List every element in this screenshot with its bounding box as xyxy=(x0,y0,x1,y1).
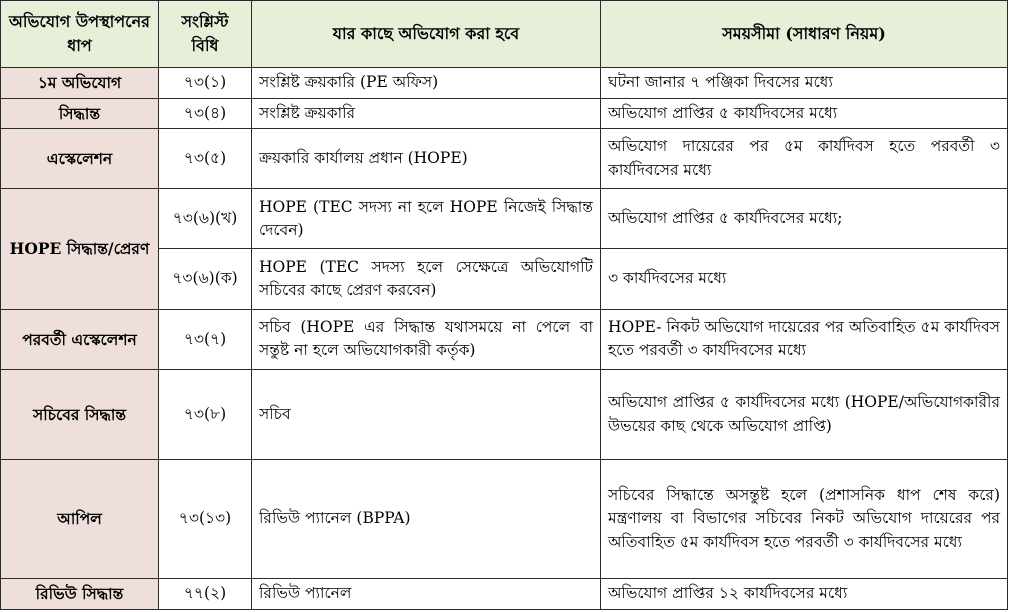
table-row xyxy=(1,128,1008,188)
deadline-cell: HOPE- নিকট অভিযোগ দায়েরের পর অতিবাহিত ৫ম কার্যদিবস হতে পরবর্তী ৩ কার্যদিবসের মধ্যে xyxy=(601,309,1008,369)
table-row xyxy=(1,309,1008,369)
header-deadline: সময়সীমা (সাধারণ নিয়ম) xyxy=(601,1,1008,68)
stage-cell: সিদ্ধান্ত xyxy=(1,98,159,128)
authority-cell: সচিব xyxy=(252,369,601,459)
stage-cell: সচিবের সিদ্ধান্ত xyxy=(1,369,159,459)
stage-cell: আপিল xyxy=(1,460,159,578)
rule-cell: ৭৩(১৩) xyxy=(159,460,252,578)
header-stage: অভিযোগ উপস্থাপনের ধাপ xyxy=(1,1,159,68)
stage-cell: রিভিউ সিদ্ধান্ত xyxy=(1,578,159,609)
stage-cell: ১ম অভিযোগ xyxy=(1,68,159,98)
rule-cell: ৭৩(৪) xyxy=(159,98,252,128)
table-row xyxy=(1,578,1008,609)
header-row xyxy=(1,1,1008,68)
table-row xyxy=(1,189,1008,249)
authority-cell: সচিব (HOPE এর সিদ্ধান্ত যথাসময়ে না পেলে বা সন্তুষ্ট না হলে অভিযোগকারী কর্তৃক) xyxy=(252,309,601,369)
stage-cell: HOPE সিদ্ধান্ত/প্রেরণ xyxy=(1,189,159,309)
authority-cell: সংশ্লিষ্ট ক্রয়কারি (PE অফিস) xyxy=(252,68,601,98)
deadline-cell: অভিযোগ প্রাপ্তির ১২ কার্যদিবসের মধ্যে xyxy=(601,578,1008,609)
authority-cell: HOPE (TEC সদস্য না হলে HOPE নিজেই সিদ্ধান্ত দেবেন) xyxy=(252,189,601,249)
rule-cell: ৭৩(৮) xyxy=(159,369,252,459)
rule-cell: ৭৩(৫) xyxy=(159,128,252,188)
header-rule: সংশ্লিস্ট বিধি xyxy=(159,1,252,68)
table-row xyxy=(1,68,1008,98)
deadline-cell: অভিযোগ প্রাপ্তির ৫ কার্যদিবসের মধ্যে xyxy=(601,98,1008,128)
deadline-cell: ৩ কার্যদিবসের মধ্যে xyxy=(601,249,1008,309)
rule-cell: ৭৩(১) xyxy=(159,68,252,98)
authority-cell: সংশ্লিষ্ট ক্রয়কারি xyxy=(252,98,601,128)
rule-cell: ৭৩(৬)(ক) xyxy=(159,249,252,309)
deadline-cell: সচিবের সিদ্ধান্তে অসন্তুষ্ট হলে (প্রশাসনিক ধাপ শেষ করে) মন্ত্রণালয় বা বিভাগের সচিবের নিকট অভিযোগ দায়েরের পর অতিবাহিত ৫ম কার্যদিবস হতে পরবর্তী ৩ কার্যদিবসের মধ্যে xyxy=(601,460,1008,578)
table-row xyxy=(1,460,1008,578)
rule-cell: ৭৩(৬)(খ) xyxy=(159,189,252,249)
deadline-cell: অভিযোগ দায়েরের পর ৫ম কার্যদিবস হতে পরবর্তী ৩ কার্যদিবসের মধ্যে xyxy=(601,128,1008,188)
authority-cell: HOPE (TEC সদস্য হলে সেক্ষেত্রে অভিযোগটি সচিবের কাছে প্রেরণ করবেন) xyxy=(252,249,601,309)
deadline-cell: অভিযোগ প্রাপ্তির ৫ কার্যদিবসের মধ্যে (HOPE/অভিযোগকারীর উভয়ের কাছ থেকে অভিযোগ প্রাপ্তি) xyxy=(601,369,1008,459)
deadline-cell: অভিযোগ প্রাপ্তির ৫ কার্যদিবসের মধ্যে; xyxy=(601,189,1008,249)
stage-cell: পরবর্তী এস্কেলেশন xyxy=(1,309,159,369)
authority-cell: রিভিউ প্যানেল xyxy=(252,578,601,609)
table-row xyxy=(1,369,1008,459)
authority-cell: রিভিউ প্যানেল (BPPA) xyxy=(252,460,601,578)
stage-cell: এস্কেলেশন xyxy=(1,128,159,188)
header-authority: যার কাছে অভিযোগ করা হবে xyxy=(252,1,601,68)
rule-cell: ৭৭(২) xyxy=(159,578,252,609)
authority-cell: ক্রয়কারি কার্যালয় প্রধান (HOPE) xyxy=(252,128,601,188)
rule-cell: ৭৩(৭) xyxy=(159,309,252,369)
table-row xyxy=(1,98,1008,128)
deadline-cell: ঘটনা জানার ৭ পঞ্জিকা দিবসের মধ্যে xyxy=(601,68,1008,98)
